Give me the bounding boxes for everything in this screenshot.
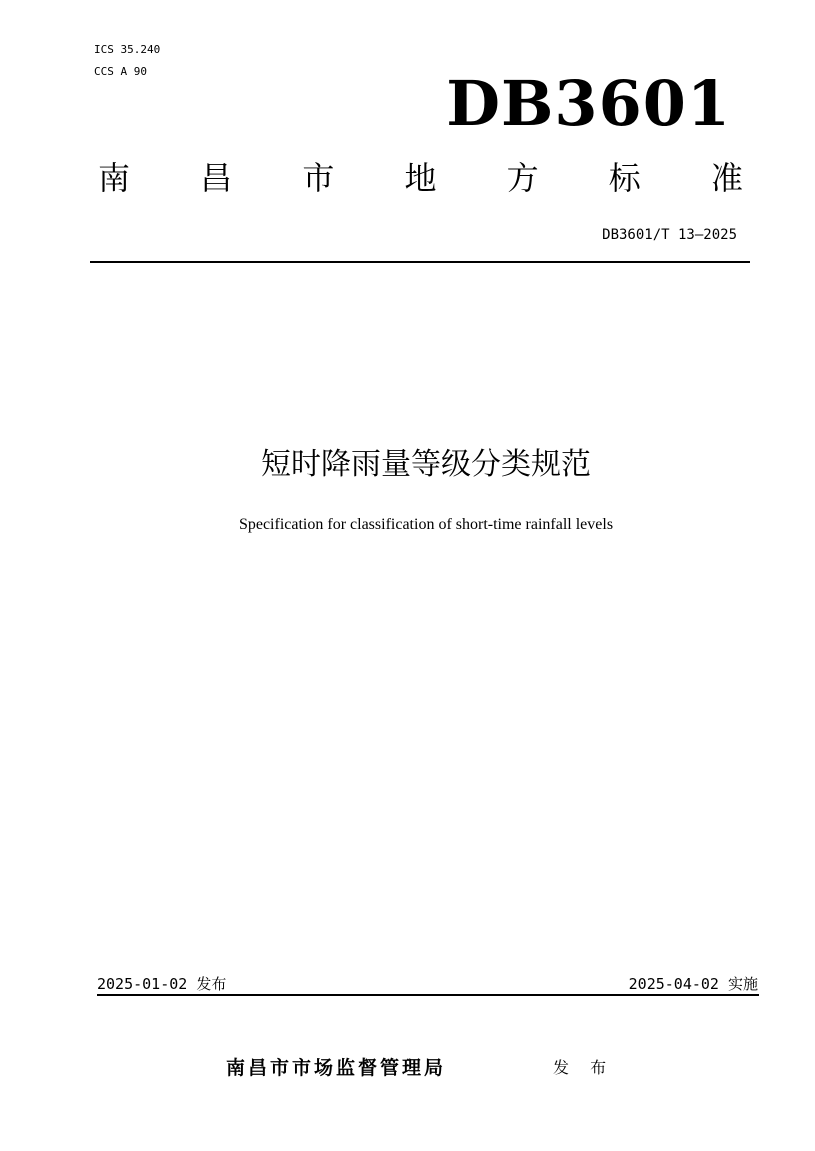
- publish-date: 2025-01-02 发布: [97, 975, 227, 993]
- header-divider: [90, 261, 750, 263]
- org-char: 地: [404, 159, 437, 197]
- standard-type-title: [98, 158, 743, 198]
- footer-divider: [97, 994, 759, 996]
- org-char: 昌: [200, 159, 233, 197]
- standard-code-heading: DB3601: [446, 67, 731, 140]
- org-char: 市: [302, 159, 335, 197]
- org-char: 南: [98, 159, 131, 197]
- issue-label: 发 布: [553, 1058, 615, 1077]
- issuing-authority: 南昌市市场监督管理局: [226, 1057, 447, 1079]
- org-char: 准: [710, 159, 743, 197]
- standard-number: DB3601/T 13—2025: [602, 227, 737, 243]
- ics-code: ICS 35.240: [94, 43, 161, 56]
- org-char: 标: [608, 159, 641, 197]
- implement-date: 2025-04-02 实施: [628, 975, 758, 993]
- document-title-chinese: 短时降雨量等级分类规范: [261, 447, 591, 482]
- org-char: 方: [506, 159, 539, 197]
- ccs-code: CCS A 90: [94, 65, 147, 78]
- document-title-english: Specification for classification of short-time rainfall levels: [238, 516, 614, 533]
